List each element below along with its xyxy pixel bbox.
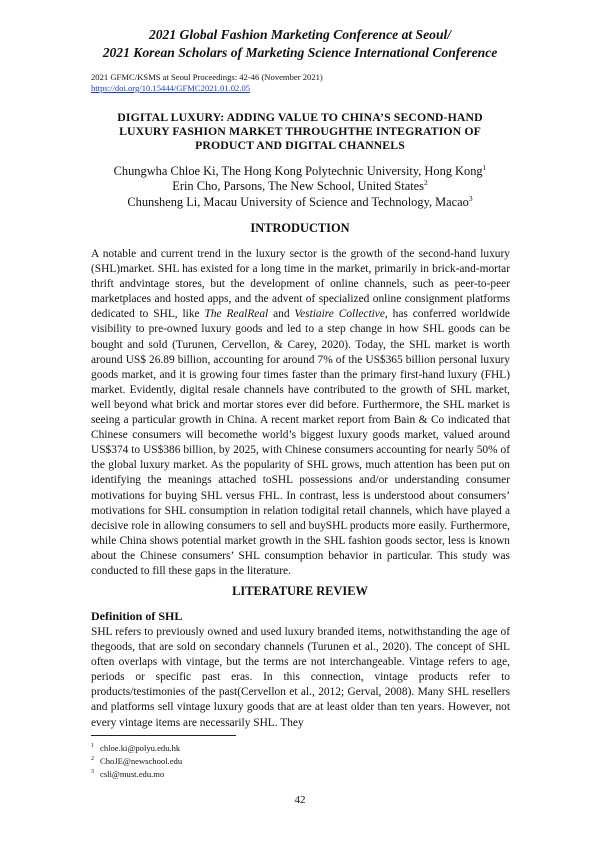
footnote-email: ChoJE@newschool.edu bbox=[100, 756, 183, 767]
footnote-marker: 3 bbox=[468, 193, 473, 203]
conference-title-line-2: 2021 Korean Scholars of Marketing Science International Conference bbox=[102, 45, 498, 60]
brand-name-therealreal: The RealReal bbox=[204, 308, 269, 321]
footnote-email: chloe.ki@polyu.edu.hk bbox=[100, 742, 181, 753]
conference-title bbox=[60, 26, 540, 62]
footnotes bbox=[91, 741, 182, 780]
author-affiliation: Chunsheng Li, Macau University of Science and Technology, Macao bbox=[127, 194, 469, 209]
proceedings-citation: 2021 GFMC/KSMS at Seoul Proceedings: 42-46 (November 2021) bbox=[91, 72, 323, 82]
footnote bbox=[91, 741, 182, 754]
intro-text-conjunction: and bbox=[268, 308, 295, 321]
footnote-marker: 2 bbox=[423, 178, 428, 188]
footnote-mark: 3 bbox=[91, 769, 94, 776]
paper-title-line-2: LUXURY FASHION MARKET THROUGHTHE INTEGRATION OF bbox=[119, 124, 481, 138]
paper-title-line-3: PRODUCT AND DIGITAL CHANNELS bbox=[195, 138, 405, 152]
definition-paragraph: SHL refers to previously owned and used luxury branded items, notwithstanding the age of thegoods, that are sold on secondary channels (Turunen et al., 2020). The concept of SHL often overlaps with vintage, but the terms are not interchangeable. Vintage refers to age, periods or specific past eras. In this connection, vintage products refer to products/testimonies of the past(Cervellon et al., 2012; Gerval, 2008). Many SHL resellers and platforms sell vintage luxury goods that are at least older than ten years. However, not every vintage items are necessarily SHL. They bbox=[91, 626, 510, 729]
paper-title-line-1: DIGITAL LUXURY: ADDING VALUE TO CHINA’S SECOND-HAND bbox=[117, 110, 483, 124]
conference-title-line-1: 2021 Global Fashion Marketing Conference at Seoul/ bbox=[148, 27, 452, 42]
author-affiliation: Chungwha Chloe Ki, The Hong Kong Polytechnic University, Hong Kong bbox=[113, 164, 483, 178]
author-list bbox=[60, 164, 540, 210]
author-line bbox=[60, 164, 540, 179]
footnote-email: csli@must.edu.mo bbox=[100, 769, 165, 780]
brand-name-vestiaire: Vestiaire Collective bbox=[294, 308, 385, 321]
footnote-mark: 2 bbox=[91, 756, 94, 763]
footnote-mark: 1 bbox=[91, 743, 94, 749]
intro-text-part-2: , has conferred worldwide visibility to pre-owned luxury goods and led to a step change in how SHL goods can be bought and sold (Turunen, Cervellon, & Carey, 2020). Today, the SHL market is worth around US$ 26.89 billion, accounting for around 7% of the US$365 billion personal luxury goods market, and it is growing four times faster than the primary first-hand luxury (FHL) market. Evidently, digital resale channels have contributed to the growth of SHL market, well beyond what brick and mortar stores ever did before. Furthermore, the SHL market is seeing a particular growth in China. A recent market report from Bain & Co indicated that Chinese consumers will becomethe world’s biggest luxury goods market, valued around US$374 to US$386 billion, by 2025, with Chinese consumers accounting for nearly 50% of the global luxury market. As the popularity of SHL grows, much attention has been put on identifying the meanings attached toSHL possessions and/or understanding consumer motivations for buying SHL versus FHL. In contrast, less is understood about consumers’ motivations for SHL consumption in relation todigital retail channels, which have played a decisive role in allowing consumers to sell and buySHL products more easily. Furthermore, while China shows potential market growth in the SHL fashion goods sector, less is known about the Chinese consumers’ SHL consumption behavior in particular. This study was conducted to fill these gaps in the literature. bbox=[91, 308, 510, 577]
intro-text-part-1: A notable and current trend in the luxury sector is the growth of the second-hand luxury (SHL)market. SHL has existed for a long time in the market, primarily in brick-and-mortar thrift andvintage stores, but the development of online channels, such as peer-to-peer marketplaces and hosted apps, and the advent of specialized online consignment platforms dedicated to SHL, like bbox=[91, 248, 510, 321]
author-affiliation: Erin Cho, Parsons, The New School, United States bbox=[172, 179, 424, 194]
definition-subheading: Definition of SHL bbox=[91, 609, 183, 623]
footnote bbox=[91, 767, 182, 780]
footnote-marker: 1 bbox=[482, 162, 487, 172]
author-line bbox=[60, 195, 540, 210]
paper-title bbox=[91, 110, 509, 152]
footnote bbox=[91, 754, 182, 767]
author-line bbox=[60, 179, 540, 194]
doi-link[interactable]: https://doi.org/10.15444/GFMC2021.01.02.05 bbox=[91, 83, 251, 93]
introduction-paragraph bbox=[91, 247, 510, 579]
literature-review-heading: LITERATURE REVIEW bbox=[232, 584, 368, 598]
introduction-heading: INTRODUCTION bbox=[250, 221, 350, 235]
page-number: 42 bbox=[294, 794, 306, 806]
footnote-divider bbox=[91, 735, 236, 736]
